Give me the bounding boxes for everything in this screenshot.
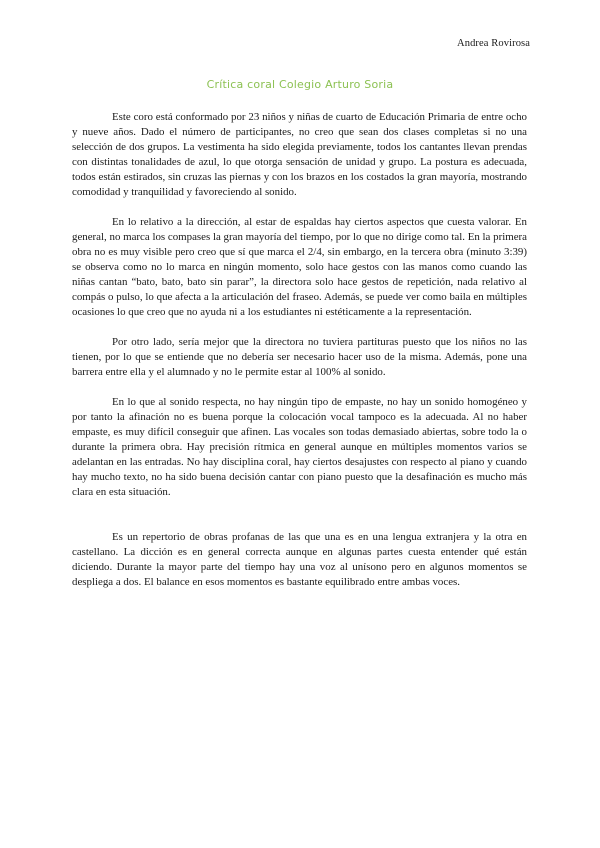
paragraph-partituras: Por otro lado, sería mejor que la directora no tuviera partituras puesto que los niños no las tienen, por lo que se entiende que no debería ser necesario hacer uso de la misma. Además, pone una barrera entre ella y el alumnado y no le permite estar al 100% al sonido.	[72, 336, 527, 378]
document-title: Crítica coral Colegio Arturo Soria	[206, 78, 394, 91]
paragraph-vestimenta-postura: Este coro está conformado por 23 niños y niñas de cuarto de Educación Primaria de entre ocho y nueve años. Dado el número de participantes, no creo que sean dos clases completas si no una selección de dos grupos. La vestimenta ha sido elegida previamente, todos los cantantes llevan prendas con distintas tonalidades de azul, lo que otorga sensación de unidad y grupo. La postura es adecuada, todos están estirados, sin cruzas las piernas y con los brazos en los costados la gran mayoría, mostrando comodidad y tranquilidad y favoreciendo al sonido.	[72, 111, 527, 198]
paragraph-sonido: En lo que al sonido respecta, no hay ningún tipo de empaste, no hay un sonido homogéneo y por tanto la afinación no es buena porque la colocación vocal tampoco es la adecuada. Al no haber empaste, es muy difícil conseguir que afinen. Las vocales son todas demasiado abiertas, sobre todo la o durante la primera obra. Hay precisión rítmica en general aunque en múltiples momentos varios se adelantan en las entradas. No hay disciplina coral, hay ciertos desajustes con respecto al piano y cuando hay mucho texto, no ha sido buena decisión cantar con piano puesto que la desafinación es mucho más clara en esta situación.	[72, 396, 527, 498]
paragraph-repertorio: Es un repertorio de obras profanas de las que una es en una lengua extranjera y la otra en castellano. La dicción es en general correcta aunque en algunas partes cuesta entender qué están diciendo. Durante la mayor parte del tiempo hay una voz al unísono pero en algunos momentos se despliega a dos. El balance en esos momentos es bastante equilibrado entre ambas voces.	[72, 531, 527, 588]
document-body	[72, 110, 527, 590]
author-name: Andrea Rovirosa	[457, 38, 530, 49]
paragraph-direccion: En lo relativo a la dirección, al estar de espaldas hay ciertos aspectos que cuesta valorar. En general, no marca los compases la gran mayoría del tiempo, por lo que no dirige como tal. En la primera obra no es muy visible pero creo que sí que marca el 2/4, sin embargo, en la tercera obra (minuto 3:39) se observa como no lo marca en ningún momento, solo hace gestos con las manos como cuando las niñas cantan “bato, bato, bato sin parar”, la directora solo hace gestos de repetición, nada relativo al compás o pulso, lo que afecta a la articulación del fraseo. Además, se puede ver como baila en múltiples ocasiones lo que creo que no ayuda ni a los estudiantes ni estéticamente a la representación.	[72, 216, 527, 318]
